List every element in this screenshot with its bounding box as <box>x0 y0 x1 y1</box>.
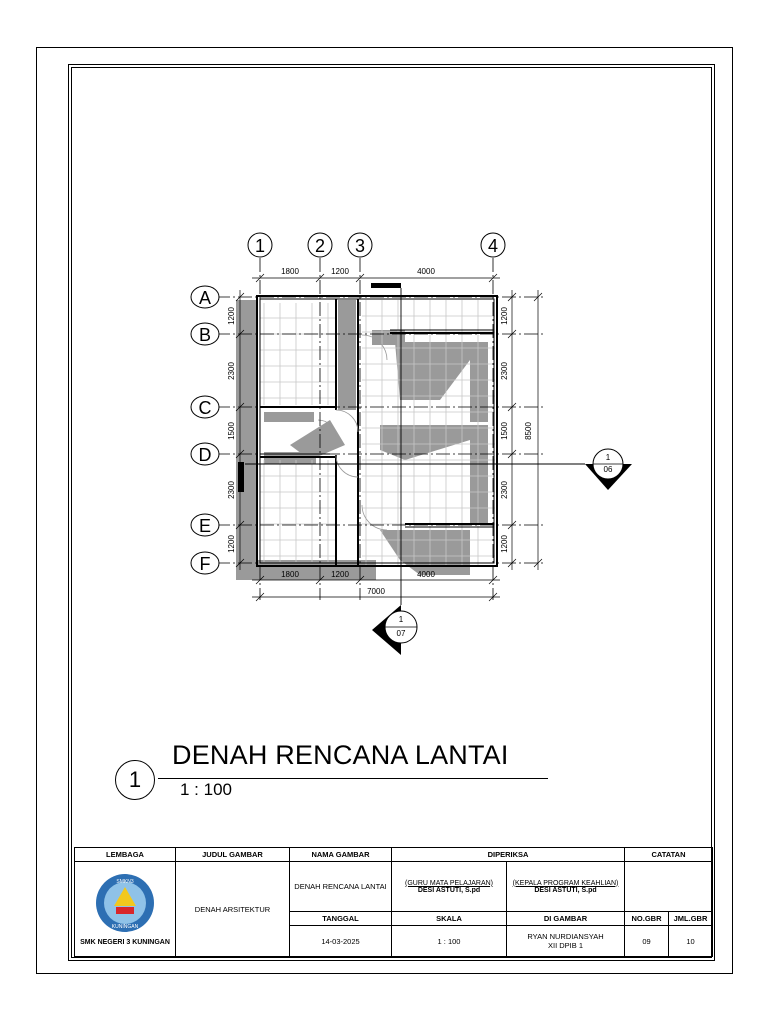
dim-left-4: 2300 <box>227 481 236 499</box>
checker-2 <box>507 862 625 911</box>
checker-2-name: DESI ASTUTI, S.pd <box>534 886 597 894</box>
section-bottom-number: 1 <box>398 615 404 624</box>
title-block <box>74 847 713 957</box>
catatan-value <box>625 862 713 911</box>
header-digambar: DI GAMBAR <box>507 911 625 925</box>
checker-1-role: (GURU MATA PELAJARAN) <box>404 879 494 887</box>
grid-column-bubbles <box>248 233 505 257</box>
header-skala: SKALA <box>392 911 507 925</box>
grid-row-f: F <box>199 554 211 574</box>
dim-left-1: 1200 <box>227 307 236 325</box>
dim-left-3: 1500 <box>227 422 236 440</box>
logo-top-text: SMKN3 <box>116 878 134 885</box>
dim-right-1: 1200 <box>500 307 509 325</box>
dim-total-width: 7000 <box>367 587 385 596</box>
section-bottom-sheet: 07 <box>396 629 406 638</box>
digambar-value <box>507 926 625 957</box>
grid-row-b: B <box>198 325 212 345</box>
drawing-scale: 1 : 100 <box>180 780 232 799</box>
section-marker-right <box>585 449 632 490</box>
header-judul: JUDUL GAMBAR <box>176 848 290 862</box>
nama-value: DENAH RENCANA LANTAI <box>290 862 392 911</box>
logo-bottom-text: KUNINGAN <box>111 923 139 930</box>
dim-right-4: 2300 <box>500 481 509 499</box>
grid-col-1: 1 <box>254 236 266 256</box>
drawing-number: 1 <box>115 760 155 800</box>
dim-left-2: 2300 <box>227 362 236 380</box>
school-logo <box>95 873 155 933</box>
drafter-name: RYAN NURDIANSYAH <box>527 932 604 942</box>
grid-row-e: E <box>198 516 212 536</box>
jmlgbr-value: 10 <box>669 926 713 957</box>
header-catatan: CATATAN <box>625 848 713 862</box>
grid-col-4: 4 <box>487 236 499 256</box>
grid-col-2: 2 <box>314 236 326 256</box>
checker-1-name: DESI ASTUTI, S.pd <box>417 886 481 894</box>
section-marker-bottom <box>372 605 417 655</box>
dim-right-5: 1200 <box>500 535 509 553</box>
header-lembaga: LEMBAGA <box>75 848 176 862</box>
header-diperiksa: DIPERIKSA <box>392 848 625 862</box>
dim-top-2: 1200 <box>331 267 349 276</box>
checker-2-role: (KEPALA PROGRAM KEAHLIAN) <box>512 879 619 887</box>
dim-bottom-3: 4000 <box>417 570 435 579</box>
drafter-class: XII DPIB 1 <box>547 941 583 951</box>
tanggal-value: 14-03-2025 <box>290 926 392 957</box>
skala-value: 1 : 100 <box>392 926 507 957</box>
checker-1 <box>392 862 507 911</box>
dim-bottom-1: 1800 <box>281 570 299 579</box>
grid-row-a: A <box>198 288 212 308</box>
dim-top-3: 4000 <box>417 267 435 276</box>
grid-row-c: C <box>198 398 212 418</box>
dim-top-1: 1800 <box>281 267 299 276</box>
dim-total-height: 8500 <box>524 422 533 440</box>
header-nama: NAMA GAMBAR <box>290 848 392 862</box>
dim-bottom-2: 1200 <box>331 570 349 579</box>
dim-right-2: 2300 <box>500 362 509 380</box>
grid-row-bubbles <box>191 286 219 574</box>
section-right-sheet: 06 <box>603 465 613 474</box>
grid-col-3: 3 <box>354 236 366 256</box>
shadow-fills <box>236 300 488 580</box>
dim-left-5: 1200 <box>227 535 236 553</box>
dim-right-3: 1500 <box>500 422 509 440</box>
windows <box>238 283 401 492</box>
school-name: SMK NEGERI 3 KUNINGAN <box>80 938 170 946</box>
header-tanggal: TANGGAL <box>290 911 392 925</box>
nogbr-value: 09 <box>625 926 669 957</box>
institution-cell <box>75 862 176 957</box>
header-nogbr: NO.GBR <box>625 911 669 925</box>
title-underline <box>158 778 548 779</box>
grid-row-d: D <box>198 445 212 465</box>
judul-value: DENAH ARSITEKTUR <box>176 862 290 957</box>
section-right-number: 1 <box>605 453 611 462</box>
drawing-title: DENAH RENCANA LANTAI <box>172 740 509 770</box>
header-jmlgbr: JML.GBR <box>669 911 713 925</box>
